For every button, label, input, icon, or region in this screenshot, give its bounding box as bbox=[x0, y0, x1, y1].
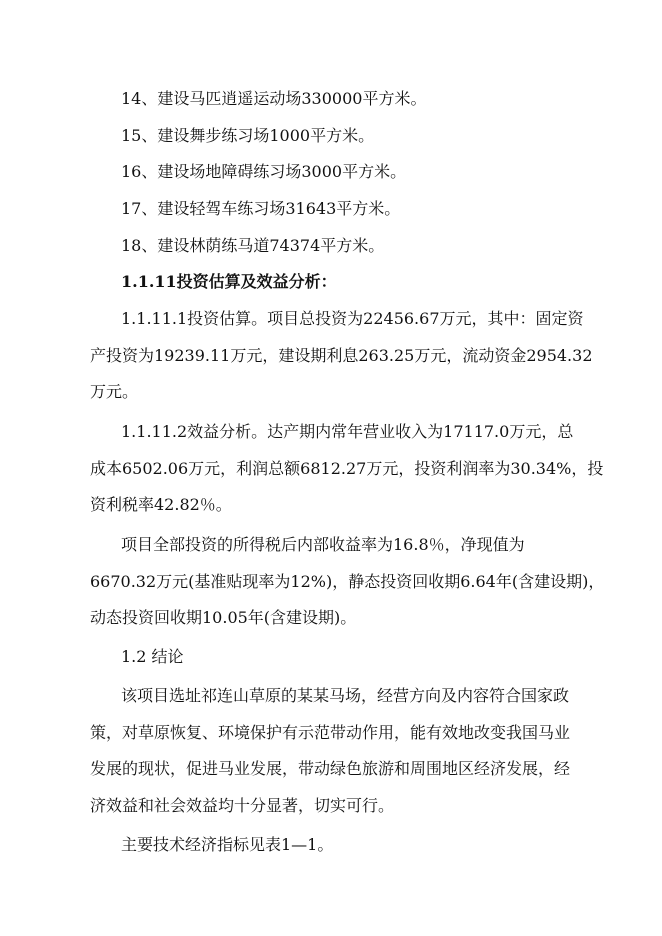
paragraph-irr-line: 项目全部投资的所得税后内部收益率为16.8％，净现值为 bbox=[121, 535, 525, 554]
paragraph-investment-line: 万元。 bbox=[90, 382, 139, 401]
heading-investment-benefit: 1.1.11投资估算及效益分析： bbox=[121, 272, 337, 291]
list-item: 16、建设场地障碍练习场3000平方米。 bbox=[121, 162, 407, 181]
list-item: 18、建设林荫练马道74374平方米。 bbox=[121, 236, 385, 255]
section-heading-conclusion: 1.2 结论 bbox=[121, 647, 184, 666]
paragraph-investment-line: 产投资为19239.11万元，建设期利息263.25万元，流动资金2954.32 bbox=[90, 346, 593, 365]
list-item: 14、建设马匹逍遥运动场330000平方米。 bbox=[121, 89, 427, 108]
paragraph-irr-line: 动态投资回收期10.05年(含建设期)。 bbox=[90, 608, 357, 627]
paragraph-benefit-line: 成本6502.06万元，利润总额6812.27万元，投资利润率为30.34%，投 bbox=[90, 459, 604, 478]
paragraph-conclusion-line: 策，对草原恢复、环境保护有示范带动作用，能有效地改变我国马业 bbox=[90, 723, 571, 742]
paragraph-conclusion-line: 该项目选址祁连山草原的某某马场，经营方向及内容符合国家政 bbox=[121, 686, 570, 705]
paragraph-conclusion-line: 济效益和社会效益均十分显著，切实可行。 bbox=[90, 796, 395, 815]
list-item: 17、建设轻驾车练习场31643平方米。 bbox=[121, 199, 401, 218]
list-item: 15、建设舞步练习场1000平方米。 bbox=[121, 126, 375, 145]
paragraph-conclusion-line: 发展的现状，促进马业发展，带动绿色旅游和周围地区经济发展，经 bbox=[90, 759, 571, 778]
paragraph-indicators: 主要技术经济指标见表1—1。 bbox=[121, 835, 334, 854]
paragraph-benefit-line: 1.1.11.2效益分析。达产期内常年营业收入为17117.0万元，总 bbox=[121, 422, 574, 441]
paragraph-investment-line: 1.1.11.1投资估算。项目总投资为22456.67万元，其中：固定资 bbox=[121, 309, 584, 328]
paragraph-benefit-line: 资利税率42.82％。 bbox=[90, 495, 232, 514]
paragraph-irr-line: 6670.32万元(基准贴现率为12%)，静态投资回收期6.64年(含建设期)， bbox=[90, 572, 605, 591]
